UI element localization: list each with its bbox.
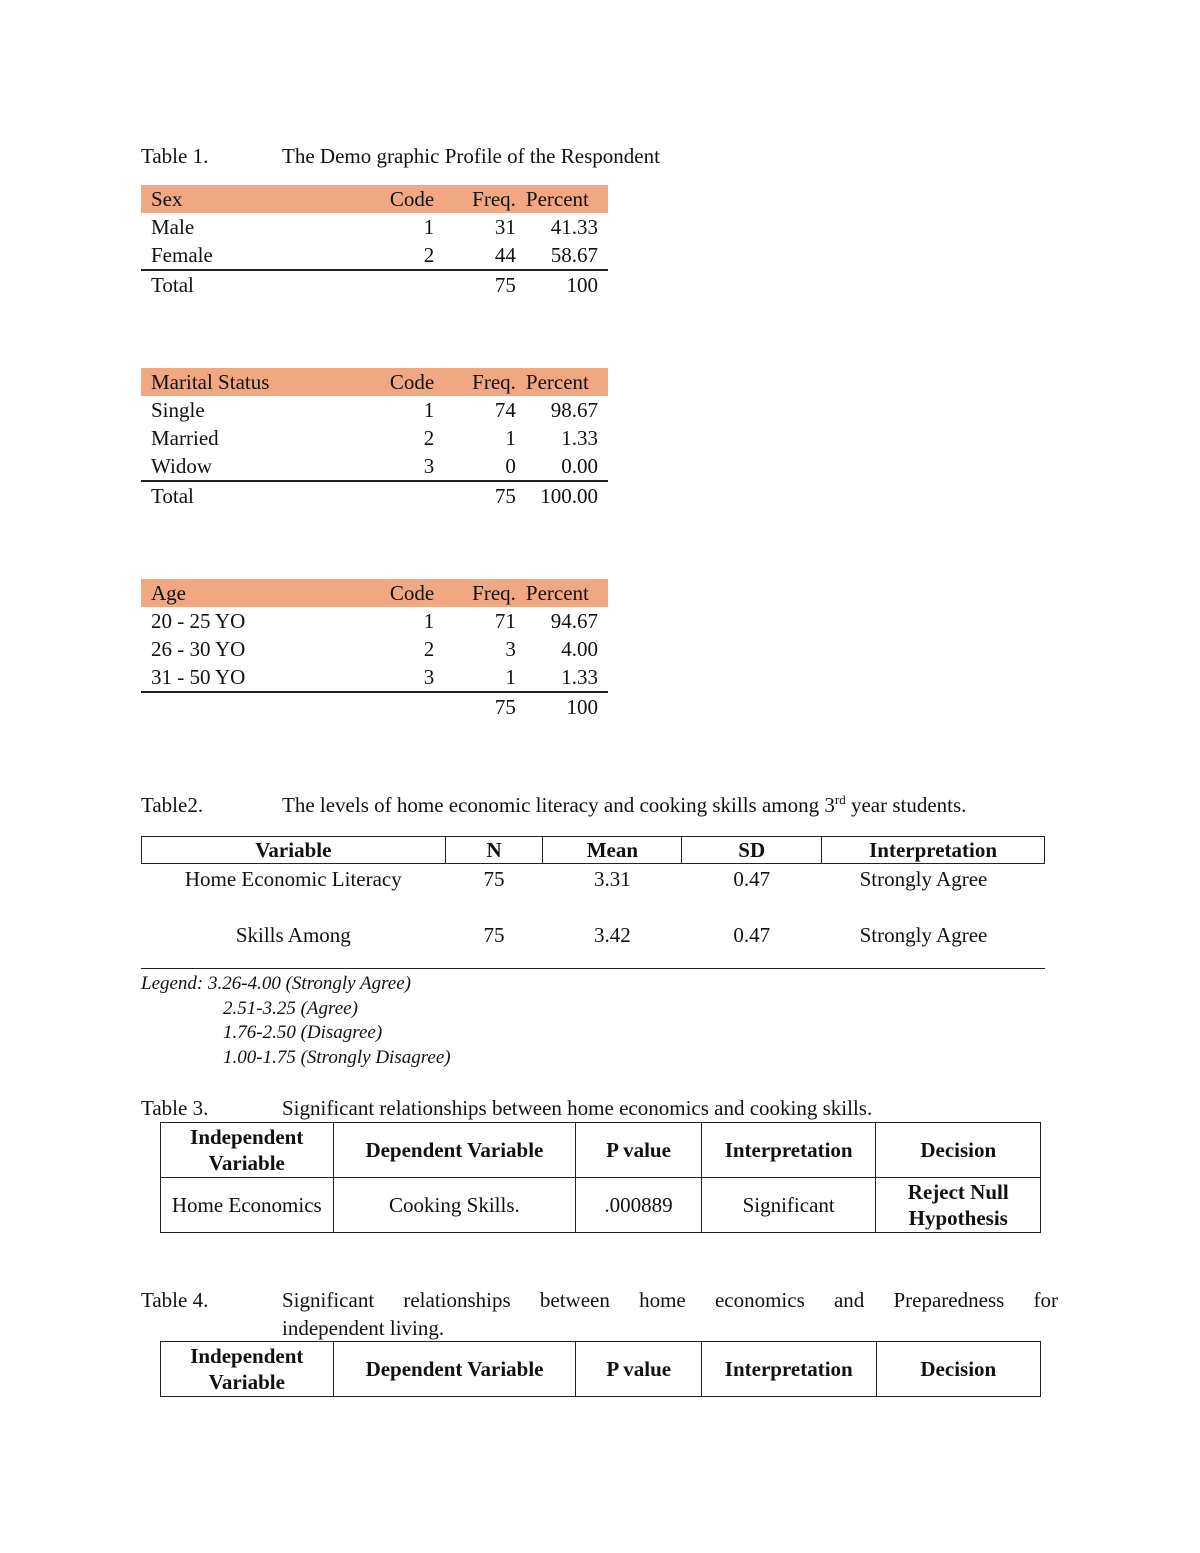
table-header-row [141,368,608,396]
total-row [141,692,608,721]
table2-title-text-end: year students. [845,793,967,817]
table-row [161,1178,1041,1233]
age-table [141,579,608,721]
table-cell: 31 [494,215,516,239]
table-cell: 1 [423,609,435,633]
table-cell: Reject Null Hypothesis [876,1178,1041,1233]
header-cell: Decision [876,1123,1041,1178]
header-cell: Interpretation [701,1342,876,1397]
table-cell: 31 - 50 YO [141,663,371,692]
header-cell: P value [576,1123,702,1178]
table-cell: 100.00 [540,484,598,508]
table-cell: 58.67 [518,241,608,270]
header-cell: Dependent Variable [333,1342,576,1397]
table-cell: Skills Among [235,923,351,947]
table-row [141,213,608,241]
marital-status-table [141,368,608,510]
header-cell: Decision [876,1342,1040,1397]
table-row [141,241,608,270]
header-cell: Age [141,579,371,607]
table-cell: 2 [371,241,436,270]
table2-title-superscript: rd [834,792,846,807]
table-cell: 100 [566,273,598,297]
table-cell: .000889 [576,1178,702,1233]
table3-title: Significant relationships between home economics and cooking skills. [282,1096,873,1120]
table-cell: 98.67 [550,398,598,422]
header-cell: Freq. [436,579,518,607]
table-cell: 74 [494,398,516,422]
table-row [141,635,608,663]
table-cell: 75 [483,923,505,947]
header-cell: Independent Variable [161,1123,334,1178]
table-row [141,663,608,692]
table-cell: 100 [566,695,598,719]
table2-label: Table2. [141,793,204,817]
legend-line: 2.51-3.25 (Agree) [223,997,358,1019]
table-cell: 71 [494,609,516,633]
total-row [141,481,608,510]
header-cell: Sex [141,185,371,213]
relationship-table [160,1122,1041,1233]
table-row [142,864,1045,921]
table2-title-text: The levels of home economic literacy and cooking skills among 3 [282,793,835,817]
table-cell: Widow [141,452,371,481]
table-cell [141,692,371,721]
table-cell: 2 [423,637,435,661]
table1-label: Table 1. [141,144,209,168]
table-cell: Total [151,273,194,297]
header-cell: Marital Status [141,368,371,396]
table-row [142,920,1045,962]
legend-line: Legend: 3.26-4.00 (Strongly Agree) [141,973,411,994]
header-cell: Interpretation [822,837,1045,864]
sex-table [141,185,608,299]
table4-title-line2: independent living. [282,1316,445,1340]
table-cell: 1 [423,398,435,422]
table-cell [371,692,436,721]
header-cell: SD [682,837,822,864]
header-cell: Freq. [436,185,518,213]
table-row [141,452,608,481]
table4-label: Table 4. [141,1288,209,1312]
table-cell: 1.33 [518,663,608,692]
table-cell [371,270,436,299]
table-cell: 75 [494,695,516,719]
header-cell: Dependent Variable [333,1123,576,1178]
table-cell: 75 [494,484,516,508]
header-cell: Interpretation [701,1123,876,1178]
table-cell: 0 [436,452,518,481]
header-cell: Variable [142,837,446,864]
table-cell: Female [141,241,371,270]
table-cell: Male [151,215,195,239]
table-cell: 0.47 [733,923,771,947]
table-cell: 20 - 25 YO [151,609,246,633]
table-cell: 1 [436,663,518,692]
table-cell: Strongly Agree [859,867,988,891]
table-row [141,607,608,635]
table-cell: 3 [371,452,436,481]
table-cell: Strongly Agree [859,923,988,947]
table4-title-line1: Significant relationships between home economics and Preparedness for [282,1288,1058,1312]
table-cell: 3.42 [594,923,631,947]
header-cell: N [445,837,543,864]
table-header-row [141,185,608,213]
table-cell: 4.00 [561,637,598,661]
table-bottom-rule [141,968,1045,969]
table-cell: 3.31 [594,867,631,891]
table-cell: Significant [701,1178,876,1233]
header-cell: Code [371,185,436,213]
table-cell: 44 [436,241,518,270]
levels-table [141,836,1045,962]
table-cell: 1 [505,426,516,450]
table-row [141,424,608,452]
header-cell: Percent [518,579,608,607]
total-row [141,270,608,299]
table-cell: Home Economics [161,1178,334,1233]
table-cell: 41.33 [550,215,598,239]
header-cell: Code [371,579,436,607]
header-cell: Percent [518,185,608,213]
table-cell: 26 - 30 YO [151,637,246,661]
table-cell [371,481,436,510]
table-header-row [161,1123,1041,1178]
table-cell: Total [151,484,194,508]
table-header-row [141,579,608,607]
header-cell: Code [371,368,436,396]
header-cell: Percent [518,368,608,396]
table-row [141,396,608,424]
header-cell: P value [576,1342,701,1397]
table-cell: 2 [423,426,435,450]
table-cell: 75 [483,867,505,891]
table-cell: Cooking Skills. [333,1178,576,1233]
table-cell: 94.67 [550,609,598,633]
table-cell: 1 [423,215,435,239]
table1-title: The Demo graphic Profile of the Respondent [282,144,660,168]
table-cell: Married [151,426,219,450]
header-cell: Independent Variable [161,1342,334,1397]
table-cell: 3 [371,663,436,692]
header-cell: Mean [543,837,682,864]
table-cell: Single [151,398,205,422]
preparedness-table [160,1341,1041,1397]
table-cell: 0.47 [733,867,771,891]
table-cell: 75 [494,273,516,297]
table-cell: 3 [505,637,516,661]
table3-label: Table 3. [141,1096,209,1120]
legend-line: 1.00-1.75 (Strongly Disagree) [223,1046,451,1068]
table-cell: 1.33 [561,426,598,450]
header-cell: Freq. [436,368,518,396]
table-header-row [161,1342,1041,1397]
table2-title [282,793,966,818]
table-cell: 0.00 [518,452,608,481]
legend-line: 1.76-2.50 (Disagree) [223,1022,383,1043]
table-header-row [142,837,1045,864]
table-cell: Home Economic Literacy [184,867,402,891]
legend [141,972,451,1070]
